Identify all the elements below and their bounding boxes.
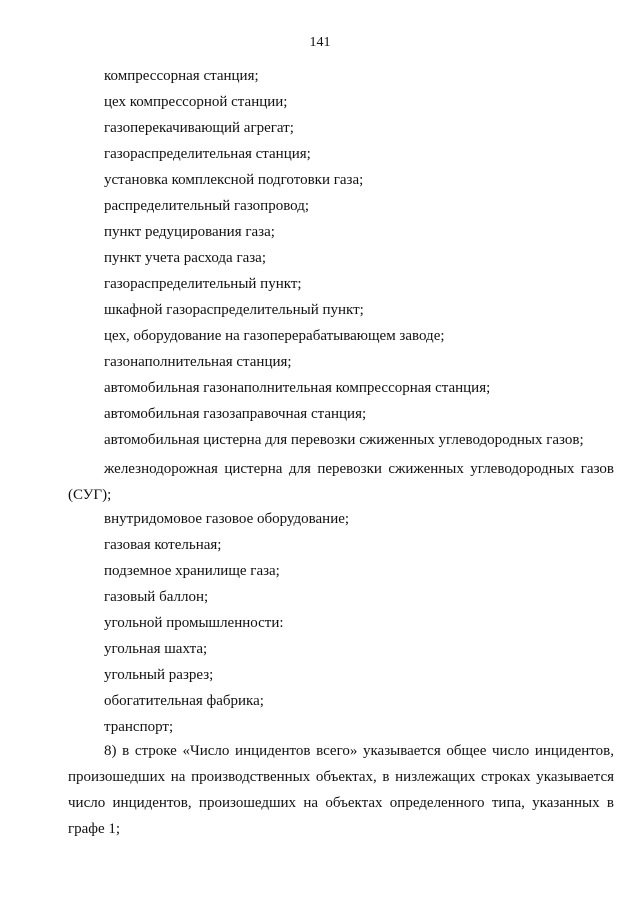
list-item: компрессорная станция; [104,68,259,84]
object-type-list-top [0,60,640,453]
list-item: обогатительная фабрика; [104,693,264,709]
list-item: газовая котельная; [104,537,222,553]
list-item: внутридомовое газовое оборудование; [104,511,350,527]
list-item: газоперекачивающий агрегат; [104,120,294,136]
list-item: подземное хранилище газа; [104,563,280,579]
list-item: автомобильная газозаправочная станция; [104,406,367,422]
page-number: 141 [309,35,331,50]
rail-tank-text: железнодорожная цистерна для перевозки сжиженных углеводородных газов (СУГ); [68,461,614,503]
list-item: транспорт; [104,719,174,735]
list-item: газовый баллон; [104,589,209,605]
list-item: пункт учета расхода газа; [104,250,267,266]
list-item: цех компрессорной станции; [104,94,288,110]
list-item: угольный разрез; [104,667,214,683]
paragraph-8-text: 8) в строке «Число инцидентов всего» указывается общее число инцидентов, произошедших на производственных объектах, в низлежащих строках указывается число инцидентов, произошедших на объектах определенного типа, указанных в графе 1; [68,743,614,837]
list-item: газораспределительная станция; [104,146,311,162]
list-item: пункт редуцирования газа; [104,224,275,240]
list-item: установка комплексной подготовки газа; [104,172,364,188]
list-item: газораспределительный пункт; [104,276,302,292]
object-type-list-bottom [0,506,640,740]
list-item: автомобильная цистерна для перевозки сжиженных углеводородных газов; [104,432,584,448]
list-item: шкафной газораспределительный пункт; [104,302,364,318]
list-item: угольная шахта; [104,641,208,657]
list-item-rail-tank [68,456,614,508]
list-item: автомобильная газонаполнительная компрессорная станция; [104,380,491,396]
paragraph-8 [68,738,614,842]
list-item: угольной промышленности: [104,615,284,631]
list-item: газонаполнительная станция; [104,354,292,370]
list-item: распределительный газопровод; [104,198,310,214]
list-item: цех, оборудование на газоперерабатывающем заводе; [104,328,445,344]
